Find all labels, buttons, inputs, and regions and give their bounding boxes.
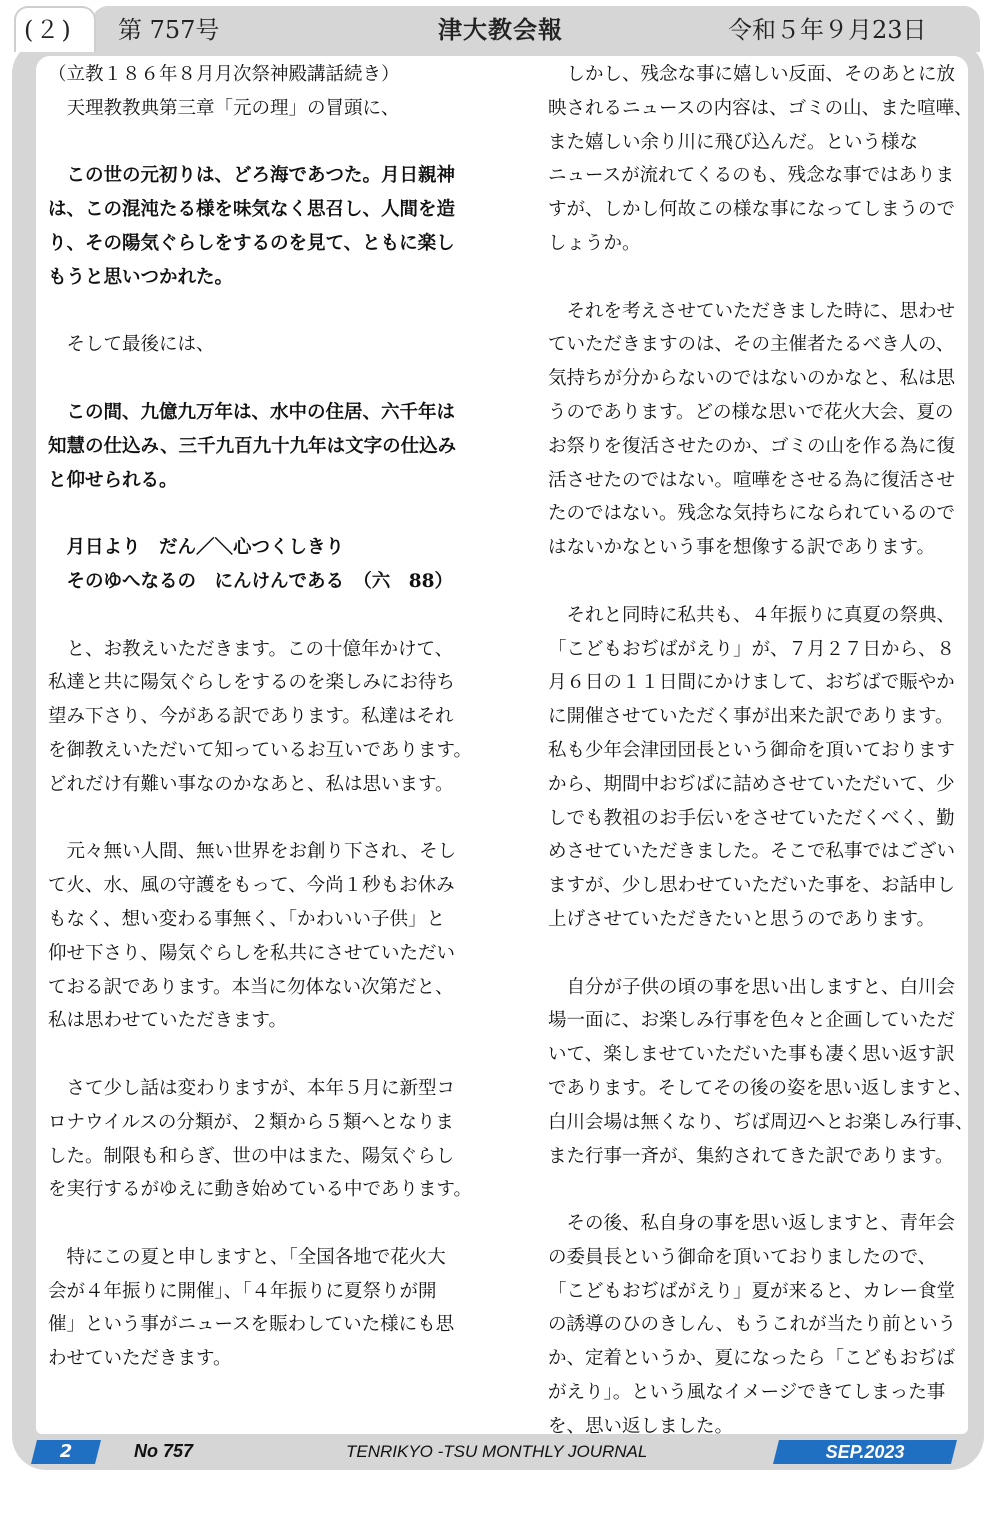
header-issue-number: 第 757号 [118, 16, 220, 44]
right-column-line: 気持ちが分からないのではないのかなと、私は思 [548, 368, 956, 390]
right-column-line: に開催させていただく事が出来た訳であります。 [548, 706, 954, 728]
right-column-line: 映されるニュースの内容は、ゴミの山、また喧嘩、 [548, 97, 973, 119]
right-column-line: 「こどもおぢばがえり」が、７月２７日から、８ [548, 638, 956, 660]
right-column-line: すが、しかし何故この様な事になってしまうので [548, 199, 956, 221]
left-column-line: 仰せ下さり、陽気ぐらしを私共にさせていただい [48, 942, 456, 964]
left-column-line: と、お教えいただきます。この十億年かけて、 [48, 638, 454, 660]
left-column-line [48, 802, 488, 836]
footer-journal-name: TENRIKYO -TSU MONTHLY JOURNAL [346, 1442, 648, 1461]
right-column-line: か、定着というか、夏になったら「こどもおぢば [548, 1348, 956, 1370]
right-column-line: であります。そしてその後の姿を思い返しますと、 [548, 1077, 973, 1099]
left-column-line: を御教えいただいて知っているお互いであります。 [48, 739, 473, 761]
left-column-line: 特にこの夏と申しますと、「全国各地で花火大 [48, 1246, 446, 1268]
right-column [548, 58, 978, 1444]
right-column-line: また行事一斉が、集約されてきた訳であります。 [548, 1145, 954, 1167]
right-column-line: たのではない。残念な気持ちになられているので [548, 503, 956, 525]
right-column-line: いて、楽しませていただいた事も凄く思い返す訳 [548, 1044, 955, 1066]
right-column-line: 場一面に、お楽しみ行事を色々と企画していただ [548, 1010, 956, 1032]
right-column-line: 私も少年会津団団長という御命を頂いております [548, 739, 956, 761]
left-column-line: り、その陽気ぐらしをするのを見て、ともに楽し [48, 232, 455, 254]
footer-date-badge [773, 1440, 957, 1464]
right-column-line: めさせていただきました。そこで私事ではござい [548, 841, 956, 863]
left-column-line: この世の元初りは、どろ海であつた。月日親神 [48, 165, 456, 187]
left-column-line: した。制限も和らぎ、世の中はまた、陽気ぐらし [48, 1145, 455, 1167]
left-column-line: 催」という事がニュースを賑わしていた様にも思 [48, 1314, 455, 1336]
footer-issue: No 757 [134, 1441, 194, 1461]
left-column-line: もなく、想い変わる事無く、「かわいい子供」と [48, 908, 446, 930]
left-column-line: て火、水、風の守護をもって、今尚１秒もお休み [48, 875, 455, 897]
right-column-line: お祭りを復活させたのか、ゴミの山を作る為に復 [548, 435, 956, 457]
right-column-line: うのであります。どの様な思いで花火大会、夏の [548, 401, 954, 423]
left-column-line: 元々無い人間、無い世界をお創り下され、そし [48, 841, 457, 863]
right-column-line: ニュースが流れてくるのも、残念な事ではありま [548, 165, 955, 187]
left-column-line: を実行するがゆえに動き始めている中であります。 [48, 1179, 473, 1201]
footer-page-badge [31, 1440, 101, 1464]
left-column-line: さて少し話は変わりますが、本年５月に新型コ [48, 1077, 456, 1099]
left-column-line: そして最後には、 [48, 334, 215, 356]
right-column-line: 白川会場は無くなり、ぢば周辺へとお楽しみ行事、 [548, 1111, 974, 1133]
right-column-line: それと同時に私共も、４年振りに真夏の祭典、 [548, 604, 956, 626]
newsletter-title: 津大教会報 [438, 15, 563, 44]
right-column-line: はないかなという事を想像する訳であります。 [548, 537, 936, 559]
right-column-line: しかし、残念な事に嬉しい反面、そのあとに放 [548, 64, 956, 85]
right-column-line [548, 565, 978, 599]
right-column-line: しょうか。 [548, 232, 641, 254]
left-column-line: 月日より だん／＼心つくしきり [48, 537, 345, 559]
left-column-line: ておる訳であります。本当に勿体ない次第だと、 [48, 976, 454, 998]
footer-date: SEP.2023 [825, 1442, 905, 1462]
left-column-line [48, 295, 488, 329]
header-page-number: (２) [24, 16, 73, 44]
left-column-line: わせていただきます。 [48, 1348, 232, 1370]
left-column-line [48, 1038, 488, 1072]
right-column-line: ますが、少し思わせていただいた事を、お話申し [548, 875, 956, 897]
right-column-line [548, 261, 978, 295]
left-column-line: 私達と共に陽気ぐらしをするのを楽しみにお待ち [48, 672, 456, 694]
left-column-line: （立教１８６年８月月次祭神殿講話続き） [48, 64, 400, 85]
left-column-line: ロナウイルスの分類が、２類から５類へとなりま [48, 1111, 454, 1133]
left-column [48, 58, 488, 1376]
left-column-line: どれだけ有難い事なのかなあと、私は思います。 [48, 773, 454, 795]
left-column-line: と仰せられる。 [48, 469, 178, 491]
right-column-line: 上げさせていただきたいと思うのであります。 [548, 908, 936, 930]
right-column-line [548, 1173, 978, 1207]
right-column-line: 自分が子供の頃の事を思い出しますと、白川会 [548, 976, 956, 998]
right-column-line: 「こどもおぢばがえり」夏が来ると、カレー食堂 [548, 1280, 956, 1302]
right-column-line: ていただきますのは、その主催者たるべき人の、 [548, 334, 955, 356]
left-column-line [48, 1207, 488, 1241]
left-column-line: 私は思わせていただきます。 [48, 1010, 288, 1032]
right-column-line: それを考えさせていただきました時に、思わせ [548, 300, 956, 322]
left-column-line: 天理教教典第三章「元の理」の冒頭に、 [48, 97, 400, 119]
left-column-line [48, 599, 488, 633]
right-column-line: がえり」。という風なイメージできてしまった事 [548, 1382, 946, 1404]
left-column-line [48, 497, 488, 531]
left-column-line [48, 362, 488, 396]
right-column-line: 活させたのではない。喧嘩をさせる為に復活させ [548, 469, 956, 491]
footer-page-number: 2 [59, 1441, 73, 1462]
left-column-line: もうと思いつかれた。 [48, 266, 234, 288]
right-column-line: その後、私自身の事を思い返しますと、青年会 [548, 1213, 956, 1235]
left-column-line: そのゆへなるの にんけんである （六 88） [48, 570, 453, 592]
left-column-line: 会が４年振りに開催」、「４年振りに夏祭りが開 [48, 1280, 437, 1302]
left-column-line [48, 126, 488, 160]
right-column-line: また嬉しい余り川に飛び込んだ。という様な [548, 131, 919, 153]
header-date: 令和５年９月23日 [728, 16, 927, 44]
right-column-line [548, 937, 978, 971]
right-column-line: から、期間中おぢばに詰めさせていただいて、少 [548, 773, 955, 795]
right-column-line: 月６日の１１日間にかけまして、おぢばで賑やか [548, 672, 955, 694]
left-column-line: 望み下さり、今がある訳であります。私達はそれ [48, 706, 454, 728]
right-column-line: の誘導のひのきしん、もうこれが当たり前という [548, 1314, 957, 1336]
left-column-line: は、この混沌たる様を味気なく思召し、人間を造 [48, 199, 456, 221]
left-column-line: この間、九億九万年は、水中の住居、六千年は [48, 401, 456, 423]
left-column-line: 知慧の仕込み、三千九百九十九年は文字の仕込み [48, 435, 457, 457]
right-column-line: の委員長という御命を頂いておりましたので、 [548, 1246, 937, 1268]
right-column-line: を、思い返しました。 [548, 1415, 734, 1437]
right-column-line: しでも教祖のお手伝いをさせていただくべく、勤 [548, 807, 955, 829]
